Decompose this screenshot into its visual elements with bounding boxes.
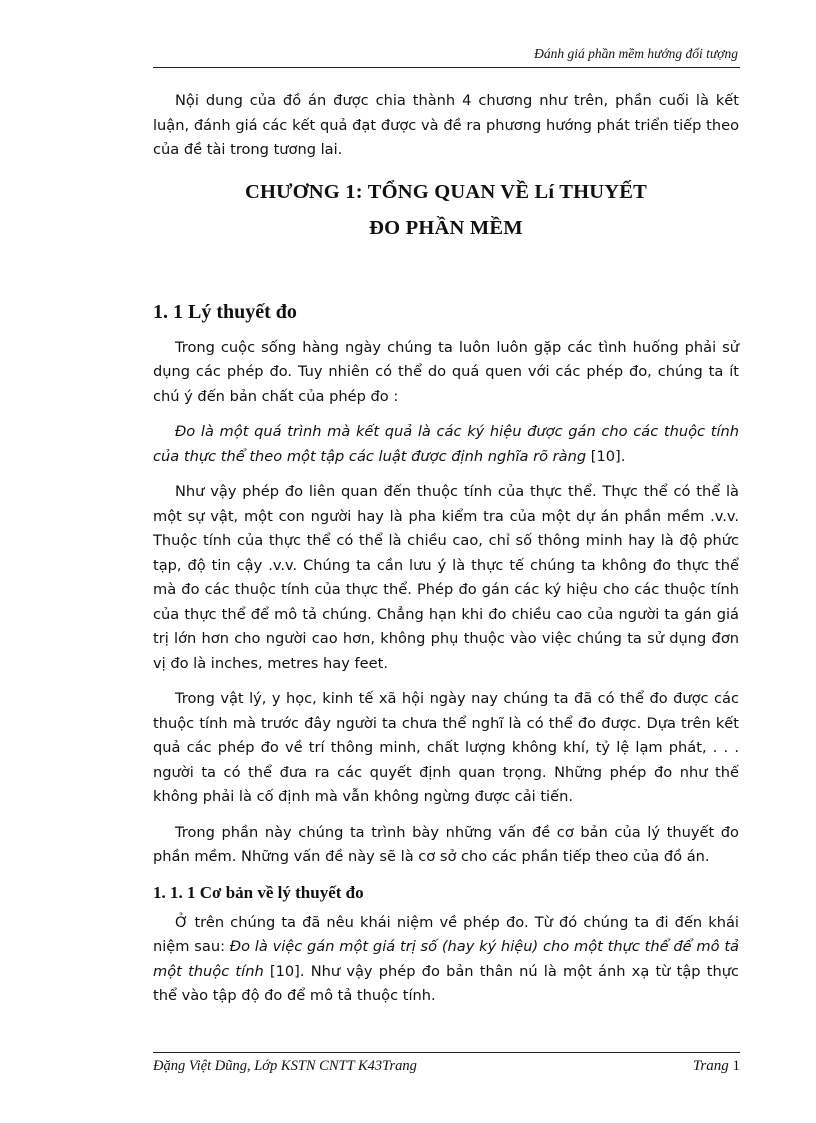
intro-paragraph: Nội dung của đồ án được chia thành 4 chương như trên, phần cuối là kết luận, đánh giá các kết quả đạt được và đề ra phương hướng phát triển tiếp theo của đề tài trong tương lai. [153, 92, 739, 158]
footer-author: Đặng Việt Dũng, Lớp KSTN CNTT K43Trang [153, 1058, 417, 1074]
chapter-title-line-1: CHƯƠNG 1: TỔNG QUAN VỀ Lí THUYẾT [244, 180, 648, 203]
paragraph-1: Trong cuộc sống hàng ngày chúng ta luôn luôn gặp các tình huống phải sử dụng các phép đo. Tuy nhiên có thể do quá quen với các phép đo, chúng ta ít chú ý đến bản chất của phép đo : [153, 338, 739, 405]
chapter-title-line-2: ĐO PHẦN MỀM [369, 216, 523, 239]
subsection-heading: 1. 1. 1 Cơ bản về lý thuyết đo [153, 882, 364, 902]
definition-quote [153, 420, 739, 469]
paragraph-5 [153, 911, 739, 1009]
running-header: Đánh giá phần mềm hướng đối tượng [534, 46, 738, 61]
paragraph-2: Như vậy phép đo liên quan đến thuộc tính của thực thể. Thực thể có thể là một sự vật, một con người hay là pha kiểm tra của một dự án phần mềm .v.v. Thuộc tính của thực thể có thể là chiều cao, chỉ số thông minh hay là độ phức tạp, độ tin cậy .v.v. Chúng ta cần lưu ý là thực tế chúng ta không đo thực thể mà đo các thuộc tính của thực thể. Phép đo gán các ký hiệu cho các thuộc tính của thực thể để mô tả chúng. Chẳng hạn khi đo chiều cao của người ta gán giá trị lớn hơn cho người cao hơn, không phụ thuộc vào việc chúng ta sử dụng đơn vị đo là inches, metres hay feet. [153, 483, 739, 672]
page-number: 1 [732, 1058, 740, 1074]
footer-page [693, 1058, 740, 1075]
chapter-title [153, 174, 739, 246]
paragraph-5-end: [10]. Như vậy phép đo bản thân nú là một ánh xạ từ tập thực thể vào tập độ đo để mô tả thuộc tính. [153, 962, 739, 1004]
paragraph-5-start: Ở trên chúng ta đã nêu khái niệm về phép đo. Từ đó chúng ta đi đến khái niệm sau: [153, 913, 739, 955]
page-label: Trang [692, 1058, 729, 1074]
page-content [153, 89, 739, 1020]
paragraph-5-definition: Đo là việc gán một giá trị số (hay ký hiệu) cho một thực thể để mô tả một thuộc tính [153, 938, 739, 980]
paragraph-3: Trong vật lý, y học, kinh tế xã hội ngày nay chúng ta đã có thể đo được các thuộc tính mà trước đây người ta chưa thể nghĩ là có thể đo được. Dựa trên kết quả các phép đo về trí thông minh, chất lượng không khí, tỷ lệ lạm phát, . . . người ta có thể đưa ra các quyết định quan trọng. Những phép đo như thế không phải là cố định mà vẫn không ngừng được cải tiến. [153, 690, 739, 805]
header-divider [153, 67, 740, 68]
quote-text: Đo là một quá trình mà kết quả là các ký hiệu được gán cho các thuộc tính của thực thể theo một tập các luật được định nghĩa rõ ràng [153, 423, 739, 465]
paragraph-4: Trong phần này chúng ta trình bày những vấn đề cơ bản của lý thuyết đo phần mềm. Những vấn đề này sẽ là cơ sở cho các phần tiếp theo của đồ án. [153, 823, 739, 865]
section-heading: 1. 1 Lý thuyết đo [153, 300, 297, 323]
quote-reference: [10]. [586, 447, 626, 465]
footer-divider [153, 1052, 740, 1053]
